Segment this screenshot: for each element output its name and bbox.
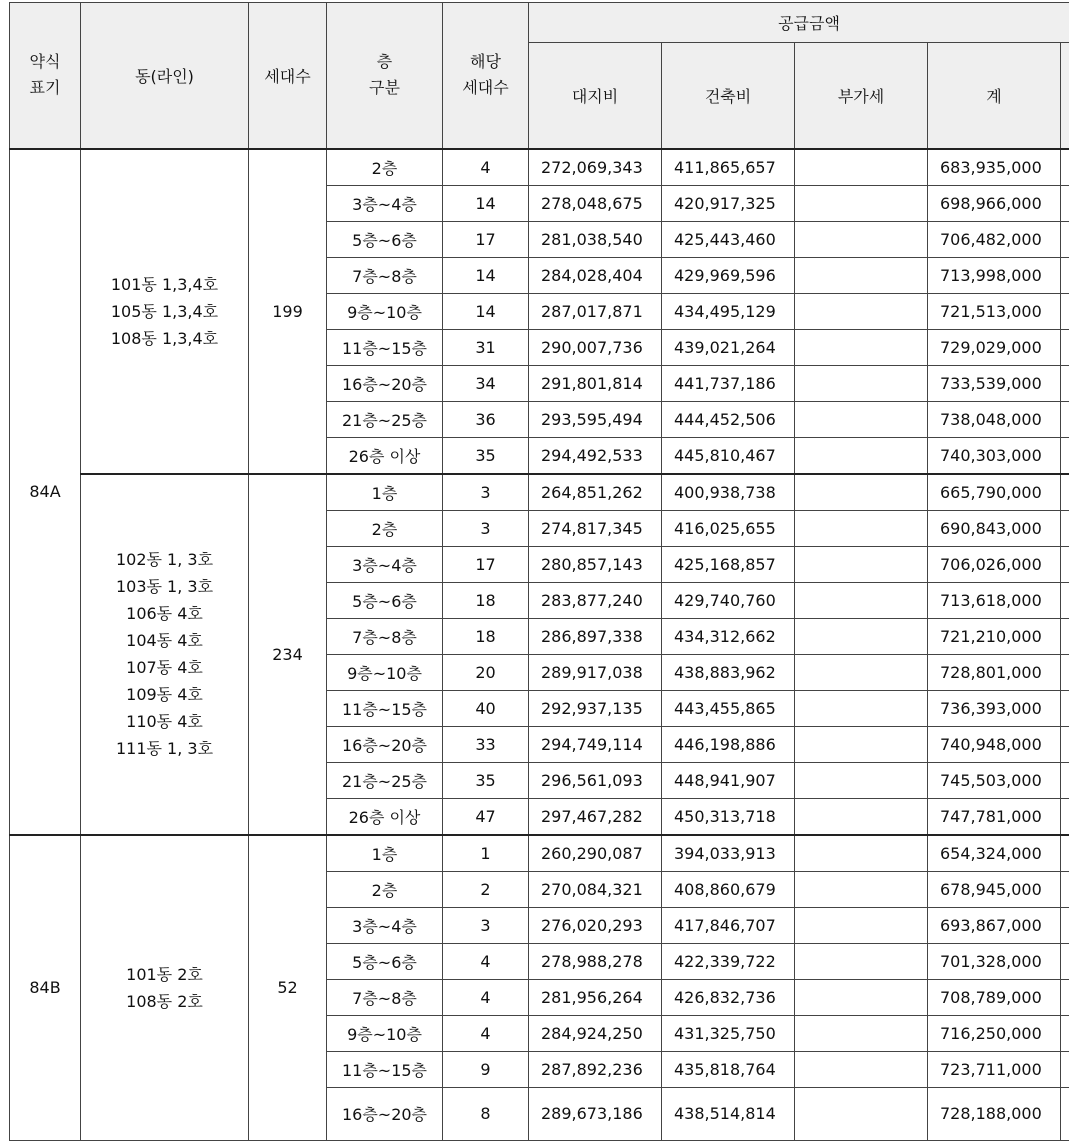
dong-line: 104동 4호 [81, 627, 248, 654]
building-cell: 434,495,129 [662, 293, 795, 329]
building-cell: 444,452,506 [662, 401, 795, 437]
land-cell: 284,924,250 [529, 1015, 662, 1051]
vat-cell [795, 185, 928, 221]
floor-cell: 1층 [327, 474, 443, 511]
count-cell: 14 [443, 185, 529, 221]
households-cell: 52 [249, 835, 327, 1141]
building-cell: 426,832,736 [662, 979, 795, 1015]
table-row [10, 149, 1069, 186]
total-cell: 740,948,000 [928, 726, 1061, 762]
floor-cell: 9층~10층 [327, 293, 443, 329]
count-cell: 4 [443, 979, 529, 1015]
extra-cell [1061, 943, 1069, 979]
land-cell: 278,988,278 [529, 943, 662, 979]
land-cell: 280,857,143 [529, 546, 662, 582]
header-vat: 부가세 [795, 43, 928, 149]
households-cell: 234 [249, 474, 327, 835]
total-cell: 745,503,000 [928, 762, 1061, 798]
land-cell: 274,817,345 [529, 510, 662, 546]
dong-line: 106동 4호 [81, 600, 248, 627]
vat-cell [795, 474, 928, 511]
total-cell: 708,789,000 [928, 979, 1061, 1015]
total-cell: 654,324,000 [928, 835, 1061, 872]
total-cell: 747,781,000 [928, 798, 1061, 835]
count-cell: 18 [443, 582, 529, 618]
building-cell: 425,168,857 [662, 546, 795, 582]
dong-line: 101동 2호 [81, 961, 248, 988]
floor-cell: 16층~20층 [327, 365, 443, 401]
vat-cell [795, 329, 928, 365]
land-cell: 284,028,404 [529, 257, 662, 293]
total-cell: 690,843,000 [928, 510, 1061, 546]
land-cell: 270,084,321 [529, 871, 662, 907]
total-cell: 716,250,000 [928, 1015, 1061, 1051]
building-cell: 429,740,760 [662, 582, 795, 618]
vat-cell [795, 510, 928, 546]
header-extra [1061, 43, 1069, 149]
building-cell: 417,846,707 [662, 907, 795, 943]
floor-cell: 21층~25층 [327, 762, 443, 798]
extra-cell [1061, 149, 1069, 186]
extra-cell [1061, 401, 1069, 437]
count-cell: 4 [443, 943, 529, 979]
building-cell: 445,810,467 [662, 437, 795, 474]
building-cell: 416,025,655 [662, 510, 795, 546]
dong-cell [81, 835, 249, 1141]
floor-cell: 3층~4층 [327, 546, 443, 582]
extra-cell [1061, 474, 1069, 511]
header-floor: 층 구분 [327, 3, 443, 149]
land-cell: 294,749,114 [529, 726, 662, 762]
extra-cell [1061, 293, 1069, 329]
floor-cell: 21층~25층 [327, 401, 443, 437]
vat-cell [795, 401, 928, 437]
count-cell: 20 [443, 654, 529, 690]
land-cell: 281,956,264 [529, 979, 662, 1015]
floor-cell: 5층~6층 [327, 582, 443, 618]
dong-line: 108동 1,3,4호 [81, 325, 248, 352]
total-cell: 706,026,000 [928, 546, 1061, 582]
count-cell: 35 [443, 762, 529, 798]
floor-cell: 9층~10층 [327, 654, 443, 690]
extra-cell [1061, 618, 1069, 654]
extra-cell [1061, 654, 1069, 690]
extra-cell [1061, 329, 1069, 365]
dong-line: 107동 4호 [81, 654, 248, 681]
count-cell: 35 [443, 437, 529, 474]
total-cell: 733,539,000 [928, 365, 1061, 401]
vat-cell [795, 943, 928, 979]
total-cell: 721,513,000 [928, 293, 1061, 329]
type-cell: 84A [10, 149, 81, 835]
floor-cell: 2층 [327, 510, 443, 546]
land-cell: 281,038,540 [529, 221, 662, 257]
vat-cell [795, 726, 928, 762]
total-cell: 738,048,000 [928, 401, 1061, 437]
vat-cell [795, 365, 928, 401]
building-cell: 438,514,814 [662, 1087, 795, 1140]
extra-cell [1061, 582, 1069, 618]
header-building: 건축비 [662, 43, 795, 149]
count-cell: 4 [443, 1015, 529, 1051]
households-cell: 199 [249, 149, 327, 474]
total-cell: 713,618,000 [928, 582, 1061, 618]
total-cell: 736,393,000 [928, 690, 1061, 726]
vat-cell [795, 654, 928, 690]
count-cell: 9 [443, 1051, 529, 1087]
count-cell: 2 [443, 871, 529, 907]
dong-line: 101동 1,3,4호 [81, 271, 248, 298]
land-cell: 292,937,135 [529, 690, 662, 726]
land-cell: 291,801,814 [529, 365, 662, 401]
floor-cell: 11층~15층 [327, 329, 443, 365]
dong-cell [81, 149, 249, 474]
count-cell: 14 [443, 293, 529, 329]
extra-cell [1061, 871, 1069, 907]
vat-cell [795, 437, 928, 474]
dong-line: 102동 1, 3호 [81, 546, 248, 573]
floor-cell: 26층 이상 [327, 798, 443, 835]
vat-cell [795, 762, 928, 798]
vat-cell [795, 582, 928, 618]
building-cell: 439,021,264 [662, 329, 795, 365]
table-body [10, 149, 1069, 1141]
land-cell: 272,069,343 [529, 149, 662, 186]
count-cell: 36 [443, 401, 529, 437]
total-cell: 701,328,000 [928, 943, 1061, 979]
floor-cell: 7층~8층 [327, 979, 443, 1015]
vat-cell [795, 907, 928, 943]
vat-cell [795, 798, 928, 835]
dong-line: 108동 2호 [81, 988, 248, 1015]
extra-cell [1061, 835, 1069, 872]
floor-cell: 7층~8층 [327, 618, 443, 654]
land-cell: 276,020,293 [529, 907, 662, 943]
floor-cell: 16층~20층 [327, 1087, 443, 1140]
floor-cell: 5층~6층 [327, 943, 443, 979]
floor-cell: 1층 [327, 835, 443, 872]
floor-cell: 11층~15층 [327, 690, 443, 726]
count-cell: 1 [443, 835, 529, 872]
count-cell: 47 [443, 798, 529, 835]
vat-cell [795, 690, 928, 726]
extra-cell [1061, 546, 1069, 582]
count-cell: 17 [443, 221, 529, 257]
floor-cell: 5층~6층 [327, 221, 443, 257]
dong-line: 103동 1, 3호 [81, 573, 248, 600]
floor-cell: 3층~4층 [327, 907, 443, 943]
building-cell: 400,938,738 [662, 474, 795, 511]
total-cell: 665,790,000 [928, 474, 1061, 511]
building-cell: 443,455,865 [662, 690, 795, 726]
building-cell: 422,339,722 [662, 943, 795, 979]
header-total: 계 [928, 43, 1061, 149]
count-cell: 14 [443, 257, 529, 293]
count-cell: 31 [443, 329, 529, 365]
vat-cell [795, 257, 928, 293]
vat-cell [795, 293, 928, 329]
count-cell: 3 [443, 474, 529, 511]
building-cell: 431,325,750 [662, 1015, 795, 1051]
land-cell: 294,492,533 [529, 437, 662, 474]
land-cell: 283,877,240 [529, 582, 662, 618]
land-cell: 296,561,093 [529, 762, 662, 798]
vat-cell [795, 149, 928, 186]
extra-cell [1061, 726, 1069, 762]
total-cell: 729,029,000 [928, 329, 1061, 365]
land-cell: 289,673,186 [529, 1087, 662, 1140]
total-cell: 728,188,000 [928, 1087, 1061, 1140]
building-cell: 450,313,718 [662, 798, 795, 835]
count-cell: 18 [443, 618, 529, 654]
dong-line: 111동 1, 3호 [81, 735, 248, 762]
building-cell: 425,443,460 [662, 221, 795, 257]
extra-cell [1061, 510, 1069, 546]
total-cell: 693,867,000 [928, 907, 1061, 943]
total-cell: 698,966,000 [928, 185, 1061, 221]
building-cell: 446,198,886 [662, 726, 795, 762]
vat-cell [795, 221, 928, 257]
building-cell: 434,312,662 [662, 618, 795, 654]
floor-cell: 2층 [327, 149, 443, 186]
land-cell: 286,897,338 [529, 618, 662, 654]
building-cell: 408,860,679 [662, 871, 795, 907]
floor-cell: 7층~8층 [327, 257, 443, 293]
land-cell: 297,467,282 [529, 798, 662, 835]
total-cell: 723,711,000 [928, 1051, 1061, 1087]
building-cell: 420,917,325 [662, 185, 795, 221]
header-type: 약식 표기 [10, 3, 81, 149]
land-cell: 287,892,236 [529, 1051, 662, 1087]
extra-cell [1061, 907, 1069, 943]
floor-cell: 2층 [327, 871, 443, 907]
extra-cell [1061, 762, 1069, 798]
extra-cell [1061, 437, 1069, 474]
type-cell: 84B [10, 835, 81, 1141]
building-cell: 438,883,962 [662, 654, 795, 690]
vat-cell [795, 871, 928, 907]
floor-cell: 26층 이상 [327, 437, 443, 474]
vat-cell [795, 835, 928, 872]
extra-cell [1061, 1051, 1069, 1087]
count-cell: 4 [443, 149, 529, 186]
dong-cell [81, 474, 249, 835]
land-cell: 290,007,736 [529, 329, 662, 365]
extra-cell [1061, 185, 1069, 221]
table-row [10, 835, 1069, 872]
count-cell: 8 [443, 1087, 529, 1140]
count-cell: 3 [443, 510, 529, 546]
table-row [10, 474, 1069, 511]
vat-cell [795, 546, 928, 582]
header-applicable-households: 해당 세대수 [443, 3, 529, 149]
land-cell: 289,917,038 [529, 654, 662, 690]
extra-cell [1061, 221, 1069, 257]
vat-cell [795, 618, 928, 654]
count-cell: 34 [443, 365, 529, 401]
building-cell: 429,969,596 [662, 257, 795, 293]
header-dong: 동(라인) [81, 3, 249, 149]
count-cell: 40 [443, 690, 529, 726]
land-cell: 260,290,087 [529, 835, 662, 872]
vat-cell [795, 1051, 928, 1087]
total-cell: 678,945,000 [928, 871, 1061, 907]
floor-cell: 16층~20층 [327, 726, 443, 762]
supply-price-table [9, 2, 1069, 1141]
building-cell: 394,033,913 [662, 835, 795, 872]
total-cell: 713,998,000 [928, 257, 1061, 293]
floor-cell: 11층~15층 [327, 1051, 443, 1087]
dong-line: 105동 1,3,4호 [81, 298, 248, 325]
dong-line: 109동 4호 [81, 681, 248, 708]
extra-cell [1061, 690, 1069, 726]
land-cell: 287,017,871 [529, 293, 662, 329]
total-cell: 721,210,000 [928, 618, 1061, 654]
land-cell: 293,595,494 [529, 401, 662, 437]
vat-cell [795, 979, 928, 1015]
land-cell: 264,851,262 [529, 474, 662, 511]
vat-cell [795, 1087, 928, 1140]
extra-cell [1061, 979, 1069, 1015]
total-cell: 683,935,000 [928, 149, 1061, 186]
extra-cell [1061, 1087, 1069, 1140]
extra-cell [1061, 798, 1069, 835]
extra-cell [1061, 1015, 1069, 1051]
count-cell: 3 [443, 907, 529, 943]
vat-cell [795, 1015, 928, 1051]
building-cell: 448,941,907 [662, 762, 795, 798]
floor-cell: 3층~4층 [327, 185, 443, 221]
header-households: 세대수 [249, 3, 327, 149]
total-cell: 706,482,000 [928, 221, 1061, 257]
building-cell: 435,818,764 [662, 1051, 795, 1087]
building-cell: 441,737,186 [662, 365, 795, 401]
header-supply-price: 공급금액 [529, 3, 1069, 43]
count-cell: 17 [443, 546, 529, 582]
count-cell: 33 [443, 726, 529, 762]
building-cell: 411,865,657 [662, 149, 795, 186]
extra-cell [1061, 257, 1069, 293]
dong-line: 110동 4호 [81, 708, 248, 735]
total-cell: 728,801,000 [928, 654, 1061, 690]
floor-cell: 9층~10층 [327, 1015, 443, 1051]
total-cell: 740,303,000 [928, 437, 1061, 474]
header-land: 대지비 [529, 43, 662, 149]
land-cell: 278,048,675 [529, 185, 662, 221]
extra-cell [1061, 365, 1069, 401]
